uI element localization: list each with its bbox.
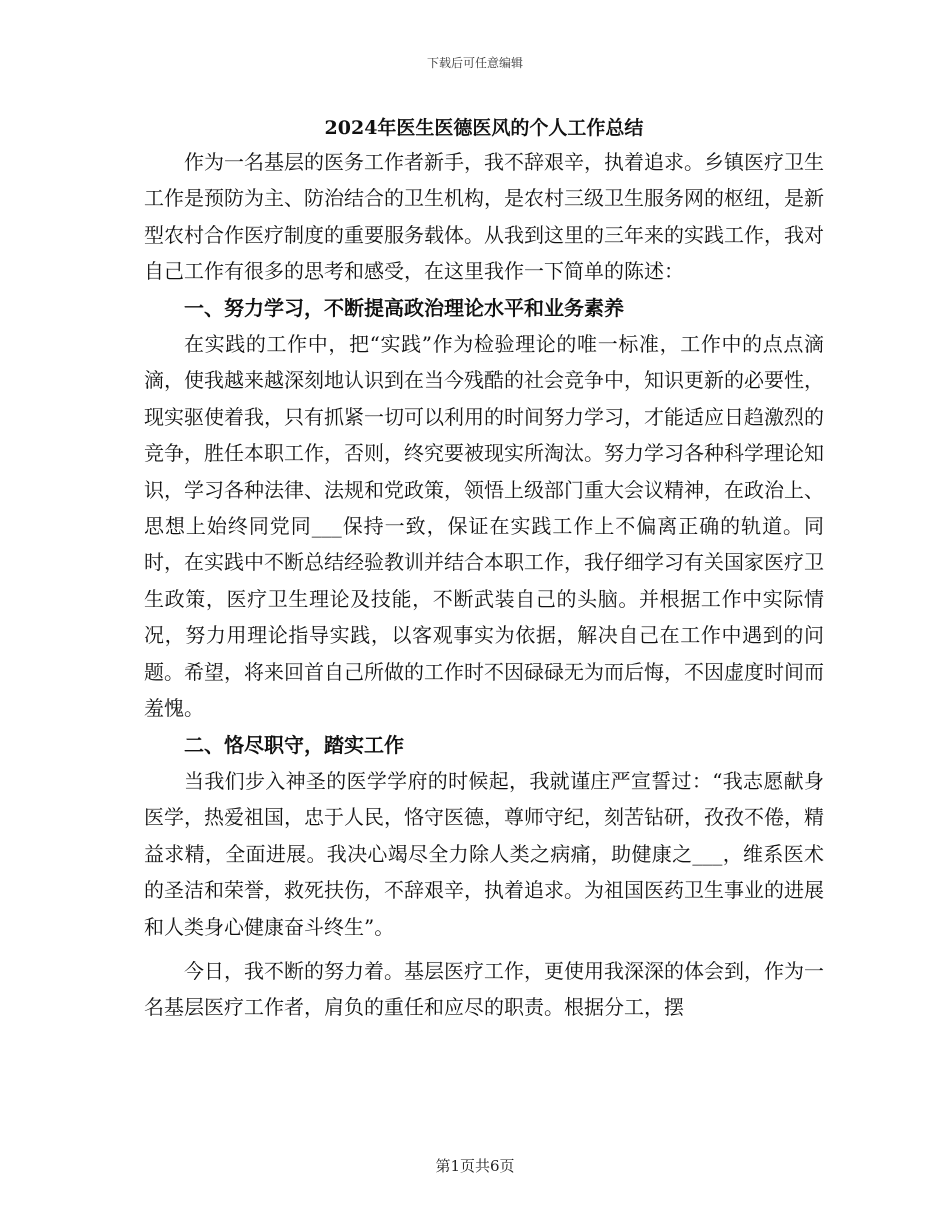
section1-paragraph: 在实践的工作中，把“实践”作为检验理论的唯一标准，工作中的点点滴滴，使我越来越深刻地认识到在当今残酷的社会竞争中，知识更新的必要性，现实驱使着我，只有抓紧一切可以利用的时间努力学习，才能适应日趋激烈的竞争，胜任本职工作，否则，终究要被现实所淘汰。努力学习各种科学理论知识，学习各种法律、法规和党政策，领悟上级部门重大会议精神，在政治上、思想上始终同党同___保持一致，保证在实践工作上不偏离正确的轨道。同时，在实践中不断总结经验教训并结合本职工作，我仔细学习有关国家医疗卫生政策，医疗卫生理论及技能，不断武装自己的头脑。并根据工作中实际情况，努力用理论指导实践，以客观事实为依据，解决自己在工作中遇到的问题。希望，将来回首自己所做的工作时不因碌碌无为而后悔，不因虚度时间而羞愧。 bbox=[144, 332, 824, 721]
paragraph-gap bbox=[144, 945, 824, 953]
header-note: 下载后可任意编辑 bbox=[426, 56, 523, 70]
intro-paragraph: 作为一名基层的医务工作者新手，我不辞艰辛，执着追求。乡镇医疗卫生工作是预防为主、防治结合的卫生机构，是农村三级卫生服务网的枢纽，是新型农村合作医疗制度的重要服务载体。从我到这里的三年来的实践工作，我对自己工作有很多的思考和感受，在这里我作一下简单的陈述： bbox=[144, 150, 824, 284]
section2-heading: 二、恪尽职守，踏实工作 bbox=[184, 732, 404, 757]
section2-paragraph-1: 当我们步入神圣的医学学府的时候起，我就谨庄严宣誓过：“我志愿献身医学，热爱祖国，忠于人民，恪守医德，尊师守纪，刻苦钻研，孜孜不倦，精益求精，全面进展。我决心竭尽全力除人类之病痛，助健康之___，维系医术的圣洁和荣誉，救死扶伤，不辞艰辛，执着追求。为祖国医药卫生事业的进展和人类身心健康奋斗终生”。 bbox=[144, 768, 824, 939]
page-indicator: 第1页共6页 bbox=[435, 1157, 515, 1175]
document-body bbox=[144, 114, 824, 1026]
document-title: 2024年医生医德医风的个人工作总结 bbox=[324, 117, 644, 139]
section2-paragraph-2: 今日，我不断的努力着。基层医疗工作，更使用我深深的体会到，作为一名基层医疗工作者，肩负的重任和应尽的职责。根据分工，摆 bbox=[144, 958, 824, 1020]
section1-heading: 一、努力学习，不断提高政治理论水平和业务素养 bbox=[184, 295, 624, 320]
